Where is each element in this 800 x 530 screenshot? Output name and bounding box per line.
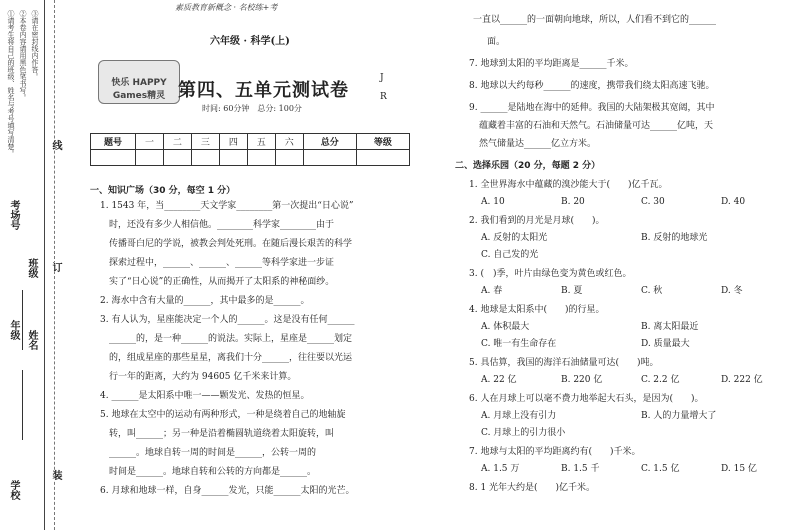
mc-option[interactable]: C. 月球上的引力很小 xyxy=(481,428,566,438)
mc-option[interactable]: A. 体积最大 xyxy=(481,322,530,332)
side-mark-j: J xyxy=(380,73,384,83)
score-cell[interactable] xyxy=(303,150,356,166)
section-1-body xyxy=(100,200,440,497)
margin-divider xyxy=(44,0,45,530)
mc-options xyxy=(469,232,795,244)
mc-option[interactable]: D. 15 亿 xyxy=(721,464,757,474)
mc-option[interactable]: D. 质量最大 xyxy=(641,339,690,349)
mc-option[interactable]: C. 秋 xyxy=(641,286,663,296)
s1-line: 传播哥白尼的学说，被教会判处死刑。在随后漫长艰苦的科学 xyxy=(109,239,353,249)
s1-line: 5. 地球在太空中的运动有两种形式，一种是绕着自己的地轴旋 xyxy=(100,410,346,420)
score-header: 题号 xyxy=(91,134,136,150)
page-title: 第四、五单元测试卷 xyxy=(178,80,349,101)
class-field[interactable] xyxy=(22,290,23,350)
mc-option[interactable]: A. 月球上没有引力 xyxy=(481,411,557,421)
mc-question: 2. 我们看到的月光是月球( )。 xyxy=(469,216,605,226)
s1-line: 时，还没有多少人相信他。________科学家________由于 xyxy=(109,220,335,230)
score-cell[interactable] xyxy=(163,150,191,166)
mc-option[interactable]: C. 1.5 亿 xyxy=(641,464,680,474)
s1-line: 实了“日心说”的正确性，从而揭开了太阳系的神秘面纱。 xyxy=(109,277,335,287)
score-header: 一 xyxy=(136,134,164,150)
grade-subject: 六年级 · 科学(上) xyxy=(210,36,290,47)
mc-option[interactable]: B. 夏 xyxy=(561,286,583,296)
s1-cont-line: 面。 xyxy=(487,37,506,47)
margin-note-3: ③请在密封线内作答。 xyxy=(31,10,39,80)
score-header: 三 xyxy=(191,134,219,150)
mc-question: 3. ( )季，叶片由绿色变为黄色或红色。 xyxy=(469,269,632,279)
mc-question: 4. 地球是太阳系中( )的行星。 xyxy=(469,305,605,315)
s1-line: 探索过程中，______、______、______等科学家进一步证 xyxy=(109,258,335,268)
s1-line: ______的，是一种______的说法。实际上，星座是______划定 xyxy=(109,334,353,344)
mc-options xyxy=(469,249,795,261)
s1-line: 4. ______是太阳系中唯一——颗发光、发热的恒星。 xyxy=(100,391,310,401)
mc-options xyxy=(469,196,795,208)
score-header: 四 xyxy=(219,134,247,150)
class-label: 班级 xyxy=(26,258,37,278)
s1-line: 行一年的距离，大约为 94605 亿千米来计算。 xyxy=(109,372,297,382)
mc-question: 6. 人在月球上可以毫不费力地举起大石头，是因为( )。 xyxy=(469,394,704,404)
mc-option[interactable]: B. 人的力量增大了 xyxy=(641,411,717,421)
seal-char-pack: 装 xyxy=(50,470,61,480)
section-2-title: 二、选择乐园（20 分，每题 2 分） xyxy=(455,161,601,171)
name-label: 姓名 xyxy=(26,330,37,350)
mc-question: 8. 1 光年大约是( )亿千米。 xyxy=(469,483,596,493)
s1-cont-line: 蕴藏着丰富的石油和天然气。石油储量可达______亿吨，天 xyxy=(479,121,714,131)
mc-option[interactable]: D. 冬 xyxy=(721,286,743,296)
mc-option[interactable]: B. 220 亿 xyxy=(561,375,603,385)
s1-cont-line: 一直以______的一面朝向地球，所以，人们看不到它的______ xyxy=(473,15,717,25)
side-mark-r: R xyxy=(380,92,387,102)
score-header: 等级 xyxy=(356,134,409,150)
s1-line: 的，组成星座的那些星星，离我们十分______，往往要以光运 xyxy=(109,353,353,363)
score-row xyxy=(91,150,410,166)
logo-text: 快乐 HAPPY Games精灵 xyxy=(111,78,167,101)
score-table xyxy=(90,133,410,166)
name-field[interactable] xyxy=(22,370,23,440)
score-header: 六 xyxy=(275,134,303,150)
logo xyxy=(98,60,180,104)
mc-option[interactable]: A. 反射的太阳光 xyxy=(481,233,548,243)
score-header: 五 xyxy=(247,134,275,150)
mc-option[interactable]: A. 10 xyxy=(481,197,505,207)
mc-option[interactable]: B. 20 xyxy=(561,197,585,207)
score-header: 二 xyxy=(163,134,191,150)
score-header: 总分 xyxy=(303,134,356,150)
mc-question: 1. 全世界海水中蕴藏的溴沙能大于( )亿千瓦。 xyxy=(469,180,668,190)
s1-line: 3. 有人认为，星座能决定一个人的______。这是没有任何______ xyxy=(100,315,355,325)
mc-option[interactable]: C. 唯一有生命存在 xyxy=(481,339,557,349)
mc-options xyxy=(469,338,795,350)
mc-option[interactable]: B. 离太阳最近 xyxy=(641,322,699,332)
score-cell[interactable] xyxy=(219,150,247,166)
binding-margin xyxy=(0,0,62,530)
mc-options xyxy=(469,410,795,422)
slogan: 素质教育新概念 · 名校练+考 xyxy=(175,3,278,12)
mc-options xyxy=(469,285,795,297)
s1-cont-line: 8. 地球以大约每秒______的速度，携带我们绕太阳高速飞驰。 xyxy=(469,81,715,91)
section-1-title: 一、知识广场（30 分，每空 1 分） xyxy=(90,186,236,196)
mc-option[interactable]: C. 30 xyxy=(641,197,665,207)
s1-line: 转，叫______；另一种是沿着椭圆轨道绕着太阳旋转，叫 xyxy=(109,429,335,439)
mc-option[interactable]: B. 1.5 千 xyxy=(561,464,600,474)
s1-line: 1. 1543 年，当________天文学家________第一次提出“日心说” xyxy=(100,201,354,211)
mc-option[interactable]: B. 反射的地球光 xyxy=(641,233,708,243)
mc-option[interactable]: C. 自己发的光 xyxy=(481,250,539,260)
exam-room-label: 考场号 xyxy=(8,200,19,230)
mc-option[interactable]: A. 1.5 万 xyxy=(481,464,520,474)
seal-char-line: 线 xyxy=(50,140,61,150)
mc-options xyxy=(469,463,795,475)
mc-options xyxy=(469,321,795,333)
right-column xyxy=(455,14,795,494)
mc-option[interactable]: D. 222 亿 xyxy=(721,375,763,385)
mc-option[interactable]: D. 40 xyxy=(721,197,746,207)
school-label: 学校 xyxy=(8,480,19,500)
exam-info: 时间: 60分钟 总分: 100分 xyxy=(202,104,302,113)
s1-cont-line: 7. 地球到太阳的平均距离是______千米。 xyxy=(469,59,634,69)
s1-line: ______。地球自转一周的时间是______，公转一周的 xyxy=(109,448,317,458)
mc-option[interactable]: A. 春 xyxy=(481,286,503,296)
mc-options xyxy=(469,427,795,439)
seal-char-bind: 订 xyxy=(50,262,61,272)
mc-option[interactable]: C. 2.2 亿 xyxy=(641,375,680,385)
score-cell[interactable] xyxy=(356,150,409,166)
mc-question: 7. 地球与太阳的平均距离约有( )千米。 xyxy=(469,447,641,457)
s1-line: 时间是______。地球自转和公转的方向都是______。 xyxy=(109,467,317,477)
mc-options xyxy=(469,374,795,386)
s1-cont-line: 9. ______是陆地在海中的延伸。我国的大陆架极其宽阔，其中 xyxy=(469,103,715,113)
mc-option[interactable]: A. 22 亿 xyxy=(481,375,517,385)
grade-label: 年级 xyxy=(8,320,19,340)
score-cell[interactable] xyxy=(275,150,303,166)
score-cell[interactable] xyxy=(136,150,164,166)
s1-cont-line: 然气储量达______亿立方米。 xyxy=(479,139,597,149)
score-header-row xyxy=(91,134,410,150)
mc-question: 5. 具估算，我国的海洋石油储量可达( )吨。 xyxy=(469,358,659,368)
margin-note-1: ①请考生将自己的班级、姓名与考号填写清楚。 xyxy=(7,10,15,157)
margin-note-2: ②本卷内容请用黑色笔书写。 xyxy=(19,10,27,101)
score-cell[interactable] xyxy=(191,150,219,166)
score-cell xyxy=(91,150,136,166)
s1-line: 6. 月球和地球一样，自身______发光，只能______太阳的光芒。 xyxy=(100,486,355,496)
score-cell[interactable] xyxy=(247,150,275,166)
s1-line: 2. 海水中含有大量的______，其中最多的是______。 xyxy=(100,296,310,306)
